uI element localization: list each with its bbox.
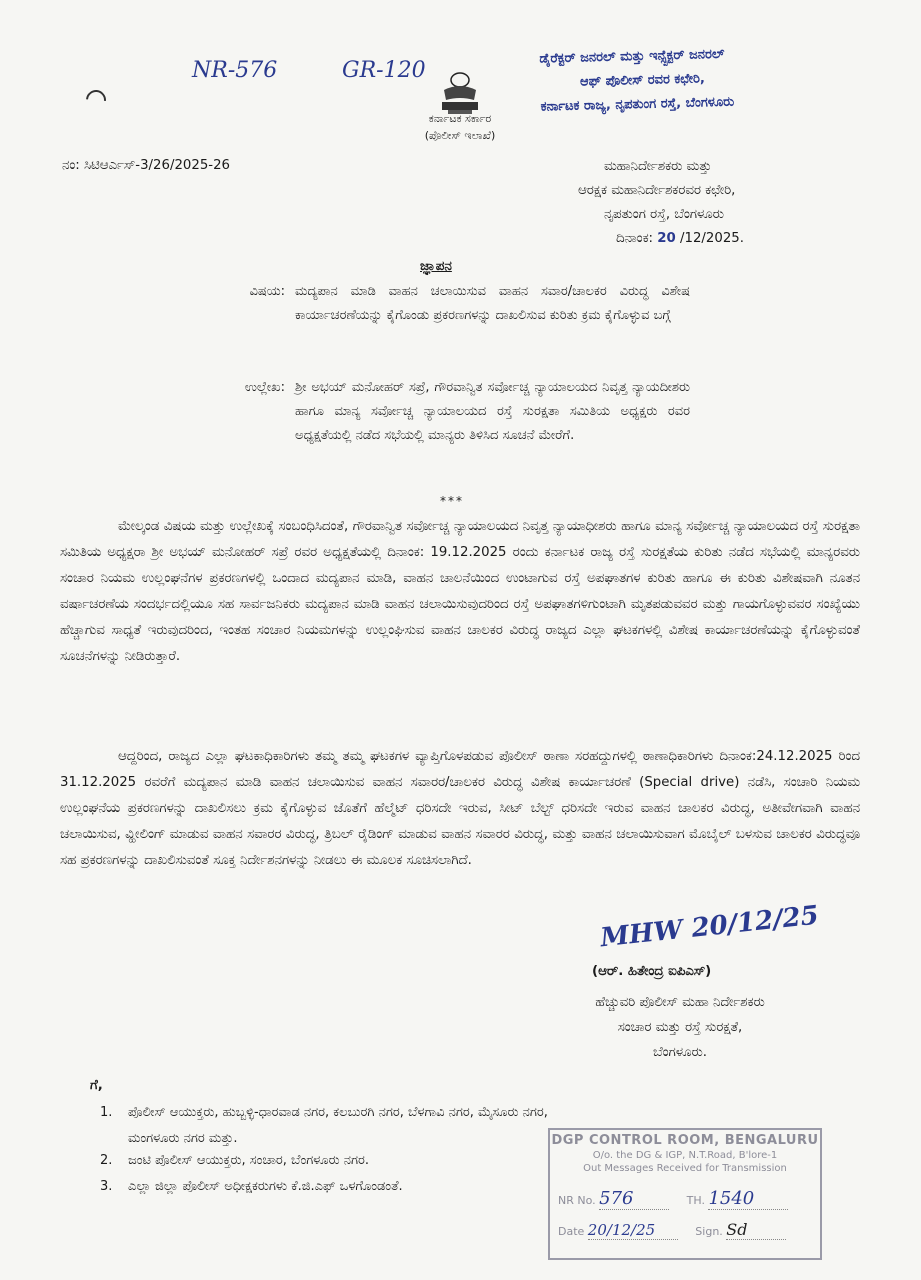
cc-item-2: 2. ಜಂಟಿ ಪೊಲೀಸ್ ಆಯುಕ್ತರು, ಸಂಚಾರ, ಬೆಂಗಳೂರು ನಗರ. — [100, 1153, 370, 1168]
office-line1: ಮಹಾನಿರ್ದೇಶಕರು ಮತ್ತು — [604, 159, 712, 174]
cc-item-3: 3. ಎಲ್ಲಾ ಜಿಲ್ಲಾ ಪೊಲೀಸ್ ಅಧೀಕ್ಷಕರುಗಳು ಕೆ.ಜಿ.ಎಫ್ ಒಳಗೊಂಡಂತೆ. — [100, 1179, 403, 1194]
office-line3: ನೃಪತುಂಗ ರಸ್ತೆ, ಬೆಂಗಳೂರು — [604, 207, 724, 222]
paragraph-2: ಆದ್ದರಿಂದ, ರಾಜ್ಯದ ಎಲ್ಲಾ ಘಟಕಾಧಿಕಾರಿಗಳು ತಮ್ಮ ತಮ್ಮ ಘಟಕಗಳ ವ್ಯಾಪ್ತಿಗೊಳಪಡುವ ಪೊಲೀಸ್ ಠಾಣಾ ಸರಹದ್ದುಗಳಲ್ಲಿ ಠಾಣಾಧಿಕಾರಿಗಳು ದಿನಾಂಕ:24.12.2025 ರಿಂದ 31.12.2025 ರವರೆಗೆ ಮದ್ಯಪಾನ ಮಾಡಿ ವಾಹನ ಚಲಾಯಿಸುವ ವಾಹನ ಸವಾರರ/ಚಾಲಕರ ವಿರುದ್ಧ ವಿಶೇಷ ಕಾರ್ಯಾಚರಣೆ (Special drive) ನಡೆಸಿ, ಸಂಚಾರಿ ನಿಯಮ ಉಲ್ಲಂಘನೆಯ ಪ್ರಕರಣಗಳನ್ನು ದಾಖಲಿಸಲು ಕ್ರಮ ಕೈಗೊಳ್ಳುವ ಜೊತೆಗೆ ಹೆಲ್ಮೆಟ್ ಧರಿಸದೇ ಇರುವ, ಸೀಟ್ ಬೆಲ್ಟ್ ಧರಿಸದೇ ಇರುವ ವಾಹನ ಚಾಲಕರ ವಿರುದ್ಧ, ಅತೀವೇಗವಾಗಿ ವಾಹನ ಚಲಾಯಿಸುವ, ವ್ಹೀಲಿಂಗ್ ಮಾಡುವ ವಾಹನ ಸವಾರರ ವಿರುದ್ಧ, ತ್ರಿಬಲ್ ರೈಡಿಂಗ್ ಮಾಡುವ ವಾಹನ ಸವಾರರ ವಿರುದ್ಧ, ಮತ್ತು ವಾಹನ ಚಲಾಯಿಸುವಾಗ ಮೊಬೈಲ್ ಬಳಸುವ ಚಾಲಕರ ವಿರುದ್ಧವೂ ಸಹ ಪ್ರಕರಣಗಳನ್ನು ದಾಖಲಿಸುವಂತೆ ಸೂಕ್ತ ನಿರ್ದೇಶನಗಳನ್ನು ನೀಡಲು ಈ ಮೂಲಕ ಸೂಚಿಸಲಾಗಿದೆ. — [60, 749, 860, 868]
control-room-stamp: DGP CONTROL ROOM, BENGALURU O/o. the DG & IGP, N.T.Road, B'lore-1 Out Messages Received for Transmission NR No. 576 TH. 1540 Date 20/12/25 Sign. Sd — [548, 1128, 822, 1260]
memo-date: ದಿನಾಂಕ: 20 /12/2025. — [616, 231, 744, 246]
signatory-name: (ಆರ್. ಹಿತೇಂದ್ರ ಐಪಿಎಸ್) — [592, 964, 712, 979]
signature-scribble: MHW 20/12/25 — [599, 900, 821, 954]
stamp-date-value: 20/12/25 — [588, 1221, 678, 1240]
reference-number: ನಂ: ಸಿಟಿಆರ್ಎಸ್-3/26/2025-26 — [62, 158, 230, 173]
stamp-nr-value: 576 — [599, 1188, 669, 1210]
state-emblem-icon — [432, 70, 488, 116]
office-line2: ಆರಕ್ಷಕ ಮಹಾನಿರ್ದೇಶಕರವರ ಕಛೇರಿ, — [578, 183, 736, 198]
date-day: 20 — [657, 231, 676, 246]
memo-title: ಜ್ಞಾಪನ — [420, 258, 452, 274]
cc-item-1: 1. ಪೊಲೀಸ್ ಆಯುಕ್ತರು, ಹುಬ್ಬಳ್ಳಿ-ಧಾರವಾಡ ನಗರ, ಕಲಬುರಗಿ ನಗರ, ಬೆಳಗಾವಿ ನಗರ, ಮೈಸೂರು ನಗರ, ಮಂಗಳೂರು ನಗರ ಮತ್ತು. — [100, 1105, 548, 1146]
pen-mark — [82, 86, 110, 114]
office-stamp-line3: ಕರ್ನಾಟಕ ರಾಜ್ಯ, ನೃಪತುಂಗ ರಸ್ತೆ, ಬೆಂಗಳೂರು — [540, 94, 735, 115]
office-address — [578, 155, 744, 251]
office-stamp-line2: ಆಫ್ ಪೊಲೀಸ್ ರವರ ಕಛೇರಿ, — [579, 71, 706, 90]
stamp-sign-value: Sd — [726, 1220, 786, 1240]
signatory-designation: ಹೆಚ್ಚುವರಿ ಪೊಲೀಸ್ ಮಹಾ ನಿರ್ದೇಶಕರು ಸಂಚಾರ ಮತ್ತು ರಸ್ತೆ ಸುರಕ್ಷತೆ, ಬೆಂಗಳೂರು. — [595, 995, 765, 1060]
stamp-th-value: 1540 — [708, 1188, 788, 1210]
office-stamp — [539, 40, 821, 119]
reference-label: ಉಲ್ಲೇಖ: — [244, 380, 285, 395]
reference-text: ಶ್ರೀ ಅಭಯ್ ಮನೋಹರ್ ಸಪ್ರೆ, ಗೌರವಾನ್ವಿತ ಸರ್ವೋಚ್ಚ ನ್ಯಾಯಾಲಯದ ನಿವೃತ್ತ ನ್ಯಾಯದೀಶರು ಹಾಗೂ ಮಾನ್ಯ ಸರ್ವೋಚ್ಚ ನ್ಯಾಯಾಲಯದ ರಸ್ತೆ ಸುರಕ್ಷತಾ ಸಮಿತಿಯ ಅಧ್ಯಕ್ಷರು ರವರ ಅಧ್ಯಕ್ಷತೆಯಲ್ಲಿ ನಡೆದ ಸಭೆಯಲ್ಲಿ ಮಾನ್ಯರು ತಿಳಿಸಿದ ಸೂಚನೆ ಮೇರೆಗೆ. — [295, 380, 690, 443]
handwritten-gr: GR-120 — [342, 58, 426, 83]
separator: *** — [440, 494, 464, 508]
cc-label: ಗೆ, — [90, 1078, 103, 1093]
paragraph-1: ಮೇಲ್ಕಂಡ ವಿಷಯ ಮತ್ತು ಉಲ್ಲೇಖಕ್ಕೆ ಸಂಬಂಧಿಸಿದಂತೆ, ಗೌರವಾನ್ವಿತ ಸರ್ವೋಚ್ಚ ನ್ಯಾಯಾಲಯದ ನಿವೃತ್ತ ನ್ಯಾಯಾಧೀಶರು ಹಾಗೂ ಮಾನ್ಯ ಸರ್ವೋಚ್ಚ ನ್ಯಾಯಾಲಯದ ರಸ್ತೆ ಸುರಕ್ಷತಾ ಸಮಿತಿಯ ಅಧ್ಯಕ್ಷರಾ ಶ್ರೀ ಅಭಯ್ ಮನೋಹರ್ ಸಪ್ರೆ ರವರ ಅಧ್ಯಕ್ಷತೆಯಲ್ಲಿ ದಿನಾಂಕ: 19.12.2025 ರಂದು ಕರ್ನಾಟಕ ರಾಜ್ಯ ರಸ್ತೆ ಸುರಕ್ಷತೆಯ ಕುರಿತು ನಡೆದ ಸಭೆಯಲ್ಲಿ ಮಾನ್ಯರವರು ಸಂಚಾರ ನಿಯಮ ಉಲ್ಲಂಘನೆಗಳ ಪ್ರಕರಣಗಳಲ್ಲಿ ಒಂದಾದ ಮದ್ಯಪಾನ ಮಾಡಿ, ವಾಹನ ಚಾಲನೆಯಿಂದ ಉಂಟಾಗುವ ರಸ್ತೆ ಅಪಘಾತಗಳ ಕುರಿತು ಹಾಗೂ ಈ ಕುರಿತು ವಿಶೇಷವಾಗಿ ನೂತನ ವರ್ಷಾಚರಣೆಯ ಸಂದರ್ಭದಲ್ಲಿಯೂ ಸಹ ಸಾರ್ವಜನಿಕರು ಮದ್ಯಪಾನ ಮಾಡಿ ವಾಹನ ಚಲಾಯಿಸುವುದರಿಂದ ರಸ್ತೆ ಅಪಘಾತಗಳಿಗುಂಟಾಗಿ ಮೃತಪಡುವವರ ಮತ್ತು ಗಾಯಗೊಳ್ಳುವವರ ಸಂಖ್ಯೆಯು ಹೆಚ್ಚಾಗುವ ಸಾಧ್ಯತೆ ಇರುವುದರಿಂದ, ಇಂತಹ ಸಂಚಾರ ನಿಯಮಗಳನ್ನು ಉಲ್ಲಂಘಿಸುವ ವಾಹನ ಚಾಲಕರ ವಿರುದ್ಧ ರಾಜ್ಯದ ಎಲ್ಲಾ ಘಟಕಗಳಲ್ಲಿ ವಿಶೇಷ ಕಾರ್ಯಾಚರಣೆಯನ್ನು ಕೈಗೊಳ್ಳುವಂತೆ ಸೂಚನೆಗಳನ್ನು ನೀಡಿರುತ್ತಾರೆ. — [60, 519, 860, 664]
handwritten-nr: NR-576 — [192, 58, 278, 83]
dept-name: (ಪೊಲೀಸ್ ಇಲಾಖೆ) — [424, 129, 496, 142]
govt-name: ಕರ್ನಾಟಕ ಸರ್ಕಾರ — [428, 112, 492, 125]
subject-text: ಮದ್ಯಪಾನ ಮಾಡಿ ವಾಹನ ಚಲಾಯಿಸುವ ವಾಹನ ಸವಾರ/ಚಾಲಕರ ವಿರುದ್ಧ ವಿಶೇಷ ಕಾರ್ಯಾಚರಣೆಯನ್ನು ಕೈಗೊಂಡು ಪ್ರಕರಣಗಳನ್ನು ದಾಖಲಿಸುವ ಕುರಿತು ಕ್ರಮ ಕೈಗೊಳ್ಳುವ ಬಗ್ಗೆ — [295, 284, 690, 323]
office-stamp-line1: ಡೈರೆಕ್ಟರ್ ಜನರಲ್ ಮತ್ತು ಇನ್ಸ್ಪೆಕ್ಟರ್ ಜನರಲ್ — [539, 46, 725, 67]
subject-label: ವಿಷಯ: — [249, 284, 285, 299]
